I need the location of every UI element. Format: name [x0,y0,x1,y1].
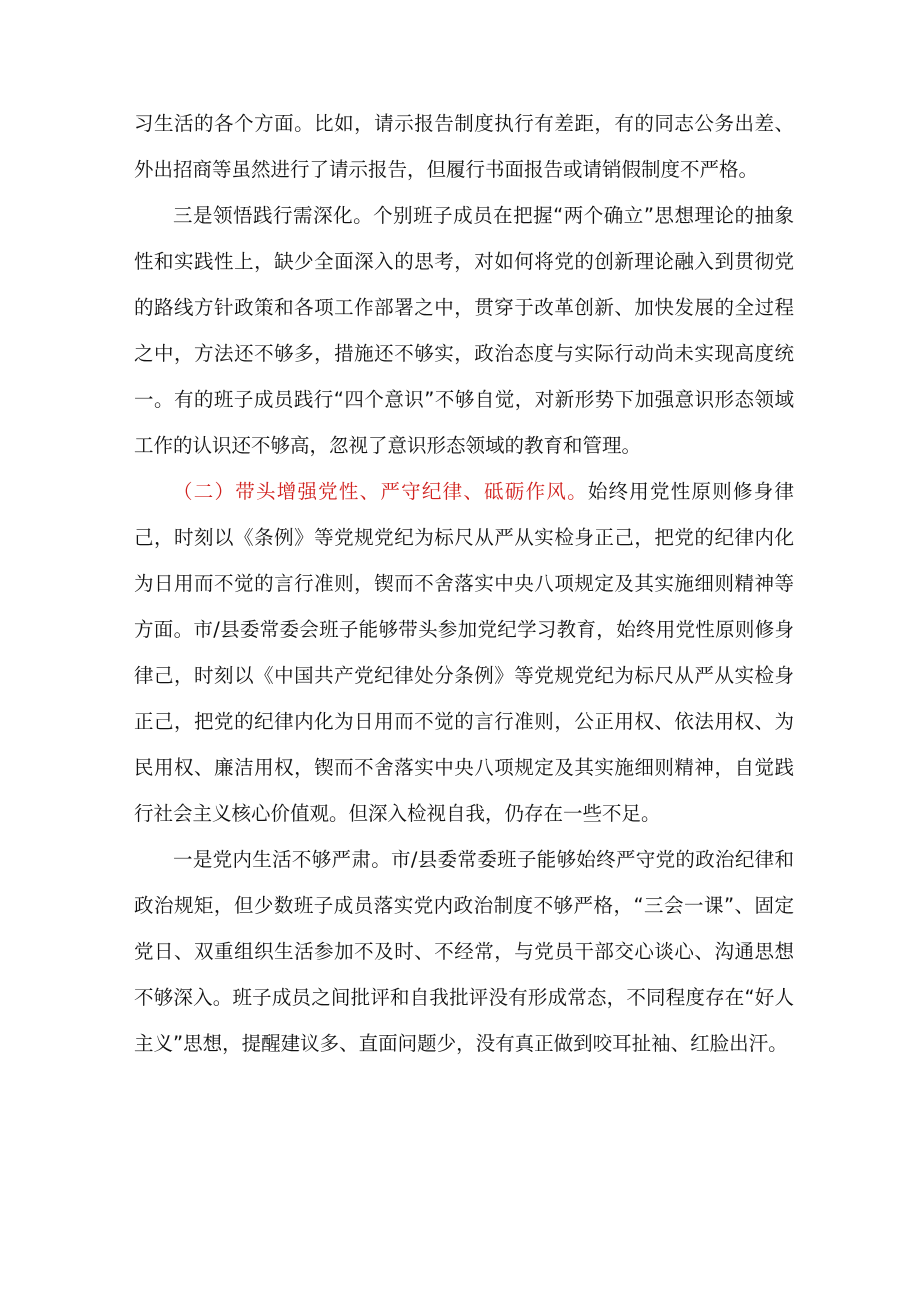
paragraph-1-text: 习生活的各个方面。比如，请示报告制度执行有差距，有的同志公务出差、外出招商等虽然进行了请示报告，但履行书面报告或请销假制度不严格。 [134,112,794,181]
document-body [134,101,794,1067]
paragraph-3-text: 始终用党性原则修身律己，时刻以《条例》等党规党纪为标尺从严从实检身正己，把党的纪律内化为日用而不觉的言行准则，锲而不舍落实中央八项规定及其实施细则精神等方面。市/县委常委会班子能够带头参加党纪学习教育，始终用党性原则修身律己，时刻以《中国共产党纪律处分条例》等党规党纪为标尺从严从实检身正己，把党的纪律内化为日用而不觉的言行准则，公正用权、依法用权、为民用权、廉洁用权，锲而不舍落实中央八项规定及其实施细则精神，自觉践行社会主义核心价值观。但深入检视自我，仍存在一些不足。 [134,480,794,825]
paragraph-2-text: 三是领悟践行需深化。个别班子成员在把握“两个确立”思想理论的抽象性和实践性上，缺少全面深入的思考，对如何将党的创新理论融入到贯彻党的路线方针政策和各项工作部署之中，贯穿于改革创新、加快发展的全过程之中，方法还不够多，措施还不够实，政治态度与实际行动尚未实现高度统一。有的班子成员践行“四个意识”不够自觉，对新形势下加强意识形态领域工作的认识还不够高，忽视了意识形态领域的教育和管理。 [134,204,794,457]
paragraph-1 [134,101,794,193]
paragraph-4 [134,837,794,1067]
paragraph-2 [134,193,794,469]
paragraph-3 [134,469,794,837]
paragraph-4-text: 一是党内生活不够严肃。市/县委常委班子能够始终严守党的政治纪律和政治规矩，但少数班子成员落实党内政治制度不够严格，“三会一课”、固定党日、双重组织生活参加不及时、不经常，与党员干部交心谈心、沟通思想不够深入。班子成员之间批评和自我批评没有形成常态，不同程度存在“好人主义”思想，提醒建议多、直面问题少，没有真正做到咬耳扯袖、红脸出汗。 [134,848,794,1055]
section-heading: （二）带头增强党性、严守纪律、砥砺作风。 [173,480,588,503]
